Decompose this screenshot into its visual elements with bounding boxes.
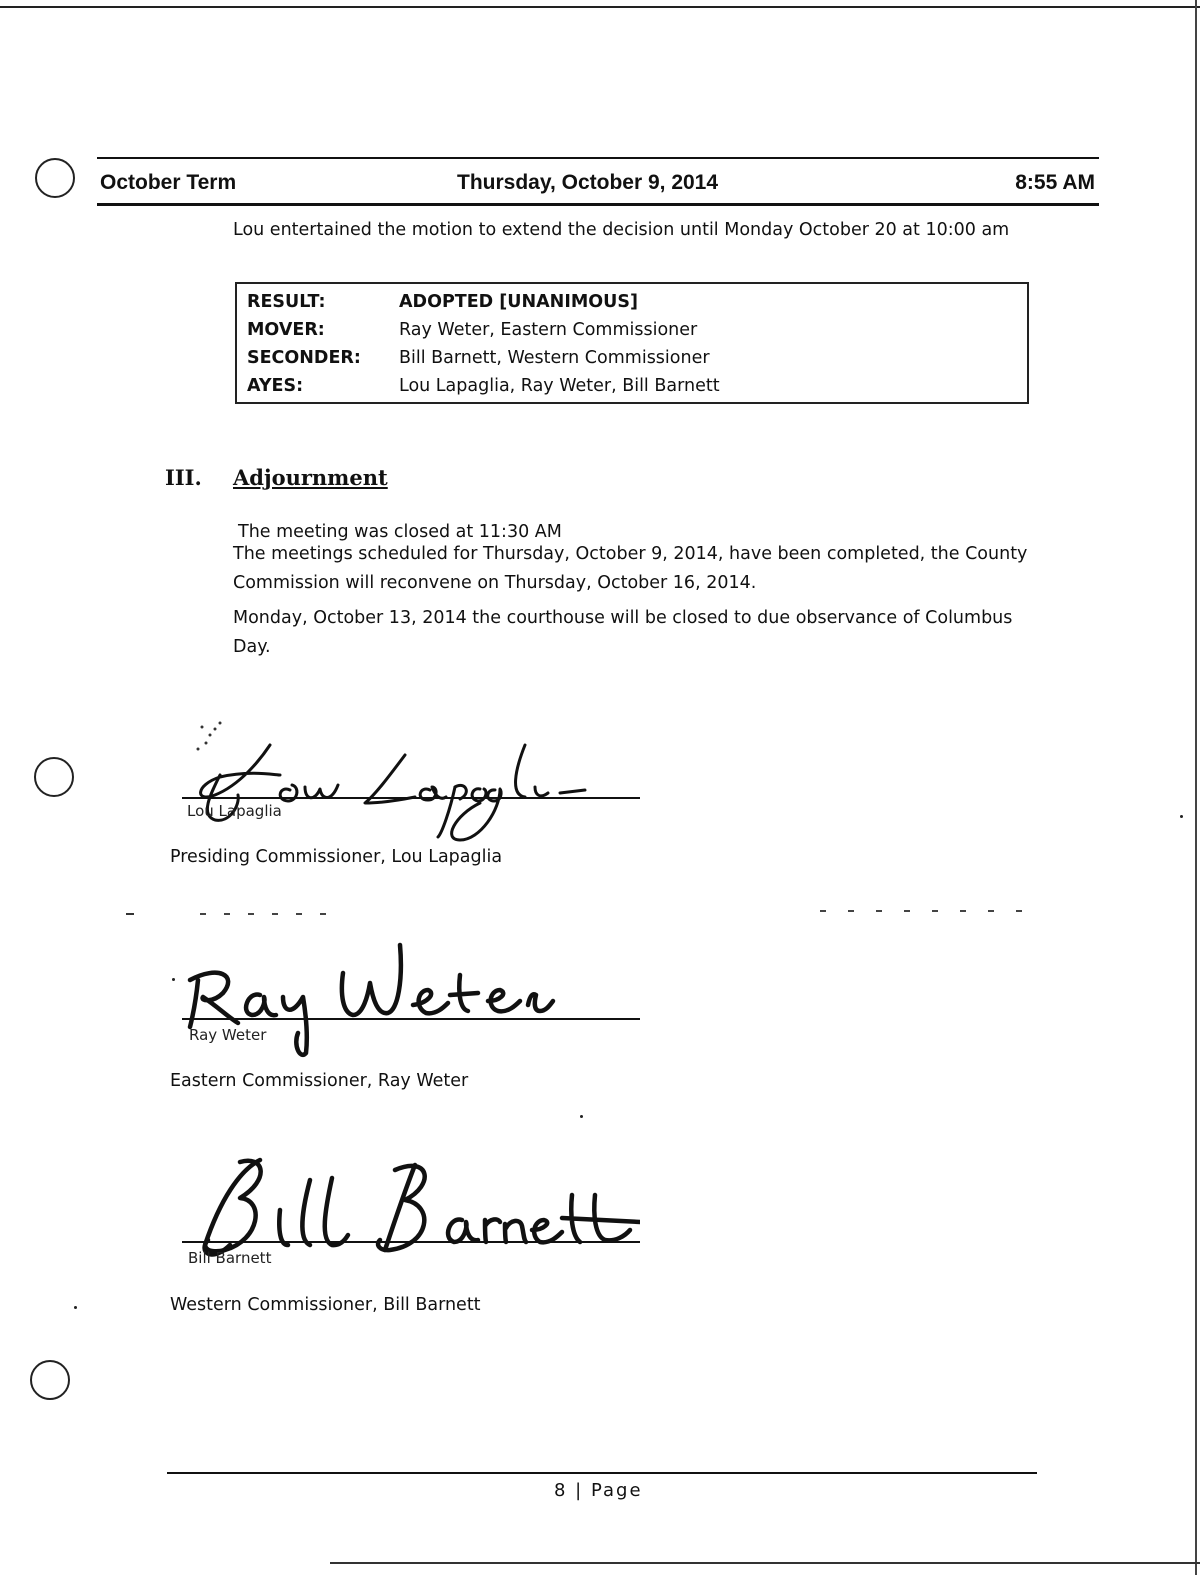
scan-speck xyxy=(580,1115,583,1118)
signature-ray-weter xyxy=(178,935,578,1065)
signature-title: Presiding Commissioner, Lou Lapaglia xyxy=(170,847,503,867)
signature-title: Eastern Commissioner, Ray Weter xyxy=(170,1071,469,1091)
header-term: October Term xyxy=(100,171,237,194)
vote-result-box xyxy=(235,282,1029,404)
scan-border-right xyxy=(1195,0,1197,1575)
header-rule-top xyxy=(97,157,1099,159)
scan-speck xyxy=(172,978,175,981)
scan-border-top xyxy=(0,0,1200,8)
punch-hole-bottom xyxy=(30,1360,70,1400)
section-title: Adjournment xyxy=(233,465,388,490)
seconder-row xyxy=(247,344,1017,372)
motion-text: Lou entertained the motion to extend the decision until Monday October 20 at 10:00 am xyxy=(233,220,1010,240)
section-number: III. xyxy=(165,465,202,490)
scan-dash xyxy=(200,913,330,915)
punch-hole-top xyxy=(35,158,75,198)
mover-value: Ray Weter, Eastern Commissioner xyxy=(399,320,698,340)
adjournment-paragraph: Monday, October 13, 2014 the courthouse will be closed to due observance of Columbus Day. xyxy=(233,608,1013,657)
ayes-value: Lou Lapaglia, Ray Weter, Bill Barnett xyxy=(399,376,720,396)
ayes-row xyxy=(247,372,1017,400)
signature-printed-name: Ray Weter xyxy=(189,1026,267,1044)
signature-line xyxy=(182,1018,640,1020)
mover-row xyxy=(247,316,1017,344)
adjournment-paragraph: The meetings scheduled for Thursday, October 9, 2014, have been completed, the County Commission will reconvene on Thursday, October 16, 2014. xyxy=(233,544,1028,593)
signature-title: Western Commissioner, Bill Barnett xyxy=(170,1295,481,1315)
seconder-value: Bill Barnett, Western Commissioner xyxy=(399,348,710,368)
footer-rule xyxy=(167,1472,1037,1474)
adjournment-paragraph: The meeting was closed at 11:30 AM xyxy=(238,522,562,542)
scan-speck xyxy=(74,1306,77,1309)
result-label: RESULT: xyxy=(247,292,326,312)
page-number: 8 | Page xyxy=(554,1480,643,1501)
mover-label: MOVER: xyxy=(247,320,325,340)
header-rule-bottom xyxy=(97,203,1099,206)
signature-line xyxy=(182,1241,640,1243)
result-value: ADOPTED [UNANIMOUS] xyxy=(399,292,638,312)
signature-printed-name: Lou Lapaglia xyxy=(187,802,282,820)
scan-dash xyxy=(126,913,134,915)
scan-dash xyxy=(820,910,1030,912)
signature-lou-lapaglia xyxy=(180,715,600,850)
header-date: Thursday, October 9, 2014 xyxy=(457,171,719,194)
punch-hole-middle xyxy=(34,757,74,797)
signature-line xyxy=(182,797,640,799)
ayes-label: AYES: xyxy=(247,376,304,396)
seconder-label: SECONDER: xyxy=(247,348,361,368)
scan-border-bottom xyxy=(330,1562,1200,1564)
signature-printed-name: Bill Barnett xyxy=(188,1249,272,1267)
header-time: 8:55 AM xyxy=(1015,171,1095,194)
result-row xyxy=(247,288,1017,316)
scan-speck xyxy=(1180,815,1183,818)
